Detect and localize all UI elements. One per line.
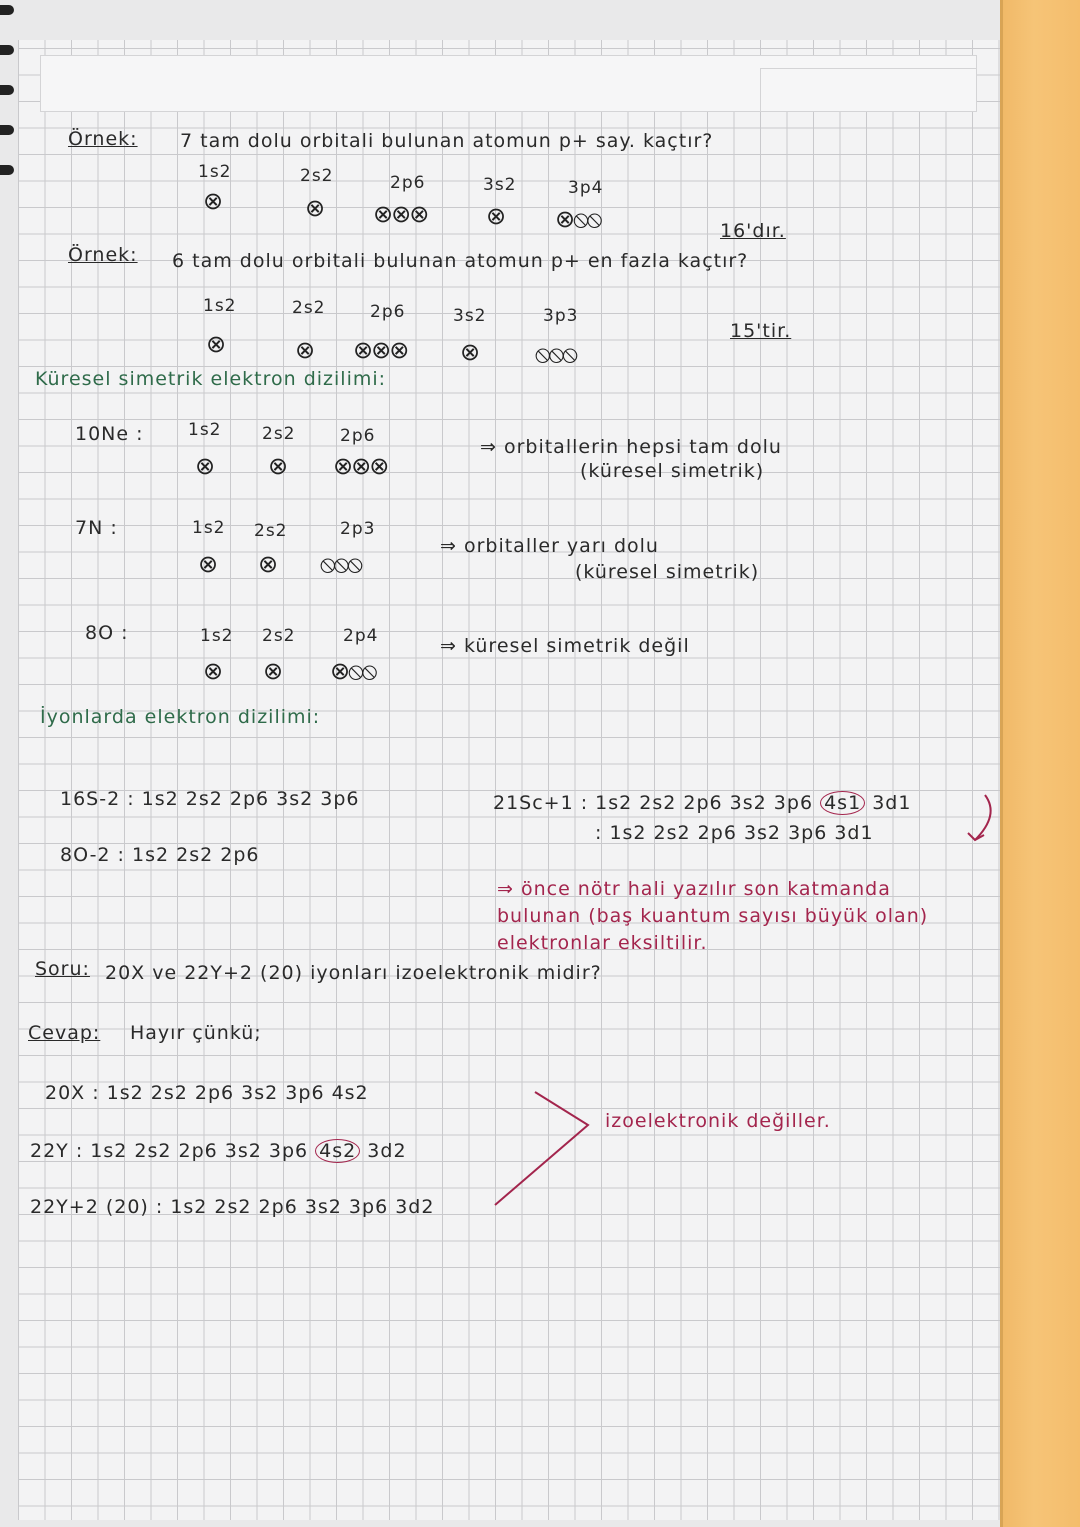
note: ⇒ orbitaller yarı dolu xyxy=(440,535,659,557)
circled-subshell: 4s1 xyxy=(820,791,865,815)
example1-label: Örnek: xyxy=(68,128,138,150)
orbital-diagram: ⊗ xyxy=(198,550,217,578)
example1-question: 7 tam dolu orbitali bulunan atomun p+ say. kaçtır? xyxy=(180,130,714,152)
orbital-diagram: ⊗ xyxy=(295,336,314,364)
orbital-diagram: ⊗ xyxy=(486,202,505,230)
electron-config: 8O-2 : 1s2 2s2 2p6 xyxy=(60,844,260,866)
orbital-diagram: ⊗⊗⊗ xyxy=(333,452,388,480)
atom-label: 7N : xyxy=(75,517,118,539)
note: ⇒ küresel simetrik değil xyxy=(440,635,690,657)
subshell: 1s2 xyxy=(192,518,226,538)
note-line: bulunan (baş kuantum sayısı büyük olan) xyxy=(497,905,929,927)
electron-config: 16S-2 : 1s2 2s2 2p6 3s2 3p6 xyxy=(60,788,360,810)
orbital-diagram: ⊗ xyxy=(263,657,282,685)
subshell: 2p6 xyxy=(370,302,406,322)
electron-config: : 1s2 2s2 2p6 3s2 3p6 3d1 xyxy=(595,822,874,844)
subshell: 2p6 xyxy=(340,426,376,446)
orbital-diagram: ⦸⦸⦸ xyxy=(320,550,361,578)
example2-question: 6 tam dolu orbitali bulunan atomun p+ en fazla kaçtır? xyxy=(172,250,749,272)
question-label: Soru: xyxy=(35,958,90,980)
config-text: 21Sc+1 : 1s2 2s2 2p6 3s2 3p6 xyxy=(493,792,814,814)
orbital-diagram: ⊗⊗⊗ xyxy=(353,336,408,364)
note: (küresel simetrik) xyxy=(580,460,765,482)
answer-text: Hayır çünkü; xyxy=(130,1022,262,1044)
subshell: 3s2 xyxy=(453,306,487,326)
note-line: ⇒ önce nötr hali yazılır son katmanda xyxy=(497,878,891,900)
orbital-diagram: ⊗⊗⊗ xyxy=(373,200,428,228)
section-heading: İyonlarda elektron dizilimi: xyxy=(40,706,321,728)
subshell: 1s2 xyxy=(188,420,222,440)
electron-config: 22Y+2 (20) : 1s2 2s2 2p6 3s2 3p6 3d2 xyxy=(30,1196,435,1218)
config-text: 3d2 xyxy=(367,1140,407,1162)
subshell: 2s2 xyxy=(254,521,288,541)
section-heading: Küresel simetrik elektron dizilimi: xyxy=(35,368,387,390)
orbital-diagram: ⊗ xyxy=(203,657,222,685)
orbital-diagram: ⊗ xyxy=(460,338,479,366)
subshell: 3s2 xyxy=(483,175,517,195)
subshell: 2s2 xyxy=(300,166,334,186)
config-text: 3d1 xyxy=(872,792,912,814)
subshell: 2p4 xyxy=(343,626,379,646)
example2-answer: 15'tir. xyxy=(730,320,792,342)
orbital-diagram: ⊗ xyxy=(206,330,225,358)
answer-label: Cevap: xyxy=(28,1022,101,1044)
orbital-diagram: ⊗ xyxy=(195,452,214,480)
orbital-diagram: ⊗⦸⦸ xyxy=(330,657,376,685)
subshell: 2s2 xyxy=(262,626,296,646)
circled-subshell: 4s2 xyxy=(315,1139,360,1163)
config-text: 22Y : 1s2 2s2 2p6 3s2 3p6 xyxy=(30,1140,309,1162)
arrow-stroke xyxy=(975,795,991,840)
orbital-diagram: ⦸⦸⦸ xyxy=(535,340,576,368)
note: (küresel simetrik) xyxy=(575,561,760,583)
subshell: 2p6 xyxy=(390,173,426,193)
note-line: elektronlar eksiltilir. xyxy=(497,932,708,954)
orbital-diagram: ⊗ xyxy=(203,187,222,215)
subshell: 1s2 xyxy=(203,296,237,316)
subshell: 1s2 xyxy=(200,626,234,646)
orbital-diagram: ⊗ xyxy=(268,452,287,480)
note: ⇒ orbitallerin hepsi tam dolu xyxy=(480,436,782,458)
orbital-diagram: ⊗⦸⦸ xyxy=(555,205,601,233)
subshell: 1s2 xyxy=(198,162,232,182)
electron-config: 20X : 1s2 2s2 2p6 3s2 3p6 4s2 xyxy=(45,1082,369,1104)
subshell: 2s2 xyxy=(292,298,326,318)
example1-answer: 16'dır. xyxy=(720,220,786,242)
question-text: 20X ve 22Y+2 (20) iyonları izoelektronik midir? xyxy=(105,962,602,984)
subshell: 3p3 xyxy=(543,306,579,326)
brace-stroke xyxy=(495,1092,588,1205)
atom-label: 8O : xyxy=(85,622,129,644)
subshell: 2p3 xyxy=(340,519,376,539)
conclusion: izoelektronik değiller. xyxy=(605,1110,831,1132)
example2-label: Örnek: xyxy=(68,244,138,266)
subshell: 2s2 xyxy=(262,424,296,444)
orbital-diagram: ⊗ xyxy=(305,194,324,222)
orbital-diagram: ⊗ xyxy=(258,550,277,578)
atom-label: 10Ne : xyxy=(75,423,144,445)
subshell: 3p4 xyxy=(568,178,604,198)
